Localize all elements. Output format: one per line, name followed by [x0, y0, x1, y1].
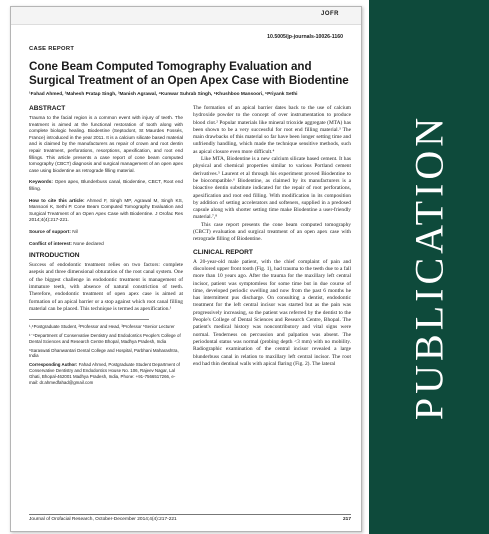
keywords-text: Open apex, Blunderbuss canal, Biodentine, CBCT, Root end filling. — [29, 179, 183, 191]
corresponding-text: Fahad Ahmed, Postgraduate Student Department of Conservative Dentistry and Endodontics House No. 106, Rajeev Nagar, Lal Ghati, Bhopal-462001 Madhya Pradesh, India, Phone: +91-7566517266, e-mail: dr.ahmedfahad@gmail.com — [29, 362, 180, 385]
doi: 10.5005/jp-journals-10026-1160 — [267, 34, 343, 40]
footnote-divider — [29, 319, 149, 320]
abstract-heading: ABSTRACT — [29, 105, 66, 112]
article-title: Cone Beam Computed Tomography Evaluation and Surgical Treatment of an Open Apex Case with Biodentine — [29, 60, 349, 87]
section-label: CASE REPORT — [29, 46, 75, 52]
right-column — [193, 105, 351, 368]
affiliation-3: ⁶Saraswati Dhanwantari Dental College and Hospital, Parbhani Maharashtra, India — [29, 347, 179, 359]
conflict-label: Conflict of interest: — [29, 240, 72, 246]
journal-abbreviation: JOFR — [320, 11, 339, 17]
keywords-label: Keywords: — [29, 179, 53, 185]
paragraph-2: Like MTA, Biodentine is a new calcium silicate based cement. It has physical and chemical properties similar to various Portland cement derivatives.⁵ Laurent et al through his experiment proved Biodentine to be biocompatible.⁶ Biodentine, as claimed by its manufacturers is a bioactive dentin substitute indicated for the repair of root perforations, apexification and root end filling. With modification in its composition by addition of setting accelerators and softeners, supplied in a predosed capsule along with shorter setting time make Biodentine a user-friendly material.⁷,⁸ — [193, 156, 351, 221]
citation-note — [29, 198, 183, 224]
clinical-report-heading: CLINICAL REPORT — [193, 248, 253, 256]
keywords — [29, 179, 183, 192]
publication-banner — [369, 0, 489, 534]
article-page — [10, 6, 362, 532]
source-of-support — [29, 229, 183, 236]
source-value: Nil — [72, 228, 78, 234]
author-list: ¹Fahad Ahmed, ²Mahesh Pratap Singh, ³Manish Agrawal, ⁴Kunwar Suhrab Singh, ⁵Khushboo Mansoori, ⁶Priyank Sethi — [29, 92, 298, 97]
page-header-bar — [11, 7, 361, 25]
introduction-heading: INTRODUCTION — [29, 252, 80, 260]
conflict-of-interest — [29, 241, 183, 248]
abstract-text: Trauma to the facial region is a common event with injury of teeth. The treatment is aimed at the functional restoration of tooth along with complete biologic healing. Biodentine (Septodont, St Maurdes Fossés, France) introduced in the year 2011. It is a calcium silicate based material and is claimed by the manufacturers as repair of crown and root dentin repair treatment, perforations, resorptions, apexification, and root end fillings. This article presents a case report of cone beam computed tomography (CBCT) diagnosis and surgical management of an open apex case using biodentine as retrograde filling material. — [29, 115, 183, 173]
corresponding-author — [29, 362, 183, 385]
publication-word: PUBLICATION — [406, 113, 452, 421]
affiliation-2: ¹⁻⁴Department of Conservative Dentistry and Endodontics People's College of Dental Sciences and Research Centre Bhopal, Madhya Pradesh, India — [29, 332, 181, 344]
clinical-report-text: A 20-year-old male patient, with the chief complaint of pain and discolored upper front tooth (Fig. 1), had trauma to the teeth due to a fall more than 10 years ago. After the trauma for the maxillary left central incisor, patient was symptomless for some time but in due course of time, developed periodic swelling and now from the past 6 months he has intermittent pus discharge. On consulting a dentist, endodontic treatment for the left central incisor was started but as the pain was progressively increasing, so the patient was referred by the dentist to the People's College of Dental Sciences and Research Centre, Bhopal. The patient's medical history was noncontributory and vital signs were normal. Tenderness on percussion and palpation was absent. The periodontal status was normal (probing depth <3 mm) with no mobility. Radiographic examination of the central incisor revealed a large blunderbuss canal in relation to maxillary left central incisor. The root end had thin dentinal walls with apical flaring (Fig. 2). The lateral — [193, 258, 351, 367]
left-column — [29, 105, 183, 388]
cite-label: How to cite this article: — [29, 197, 85, 203]
affiliation-1: ¹,⁴Postgraduate Student, ²Professor and Head, ³Professor ⁵Senior Lecturer — [29, 324, 175, 330]
conflict-value: None declared — [73, 240, 104, 246]
page-footer — [29, 514, 351, 522]
page-number: 217 — [342, 517, 351, 522]
corresponding-label: Corresponding Author: — [29, 362, 78, 368]
introduction-text: Success of endodontic treatment relies on two factors: complete asepsis and three dimensional obturation of the root canal system. One of the biggest challenge in endodontic treatment is management of immature teeth, with absence of natural constriction of teeth. Therefore, endodontic treatment of open apex case is aimed at formation of an apical barrier or a stop against which root canal filling material can be placed. This technique is termed as apexification.¹ — [29, 262, 183, 312]
source-label: Source of support: — [29, 228, 71, 234]
paragraph-1: The formation of an apical barrier dates back to the use of calcium hydroxide powder to the concept of over instrumentation to produce blood clot.² Popular materials like mineral trioxide aggregate (MTA) has been shown to be a very successful for root end filling material.³ The main drawbacks of this material so far have been longer setting time and unfriendly handling, which made the technique sensitive methods, such as apical closure even more difficult.⁴ — [193, 105, 351, 155]
paragraph-3: This case report presents the cone beam computed tomography (CBCT) evaluation and surgical treatment of an open apex case with retrograde filling of Biodentine. — [193, 221, 351, 243]
cite-text: Ahmed F, Singh MP, Agrawal M, Singh KS, Mansoori K, Sethi P. Cone Beam Computed Tomography Evaluation and Surgical Treatment of an Open Apex Case with Biodentine. J Orofac Res 2014;4(4):217-221. — [29, 197, 184, 223]
footer-citation: Journal of Orofacial Research, October-December 2014;4(4):217-221 — [29, 517, 177, 522]
